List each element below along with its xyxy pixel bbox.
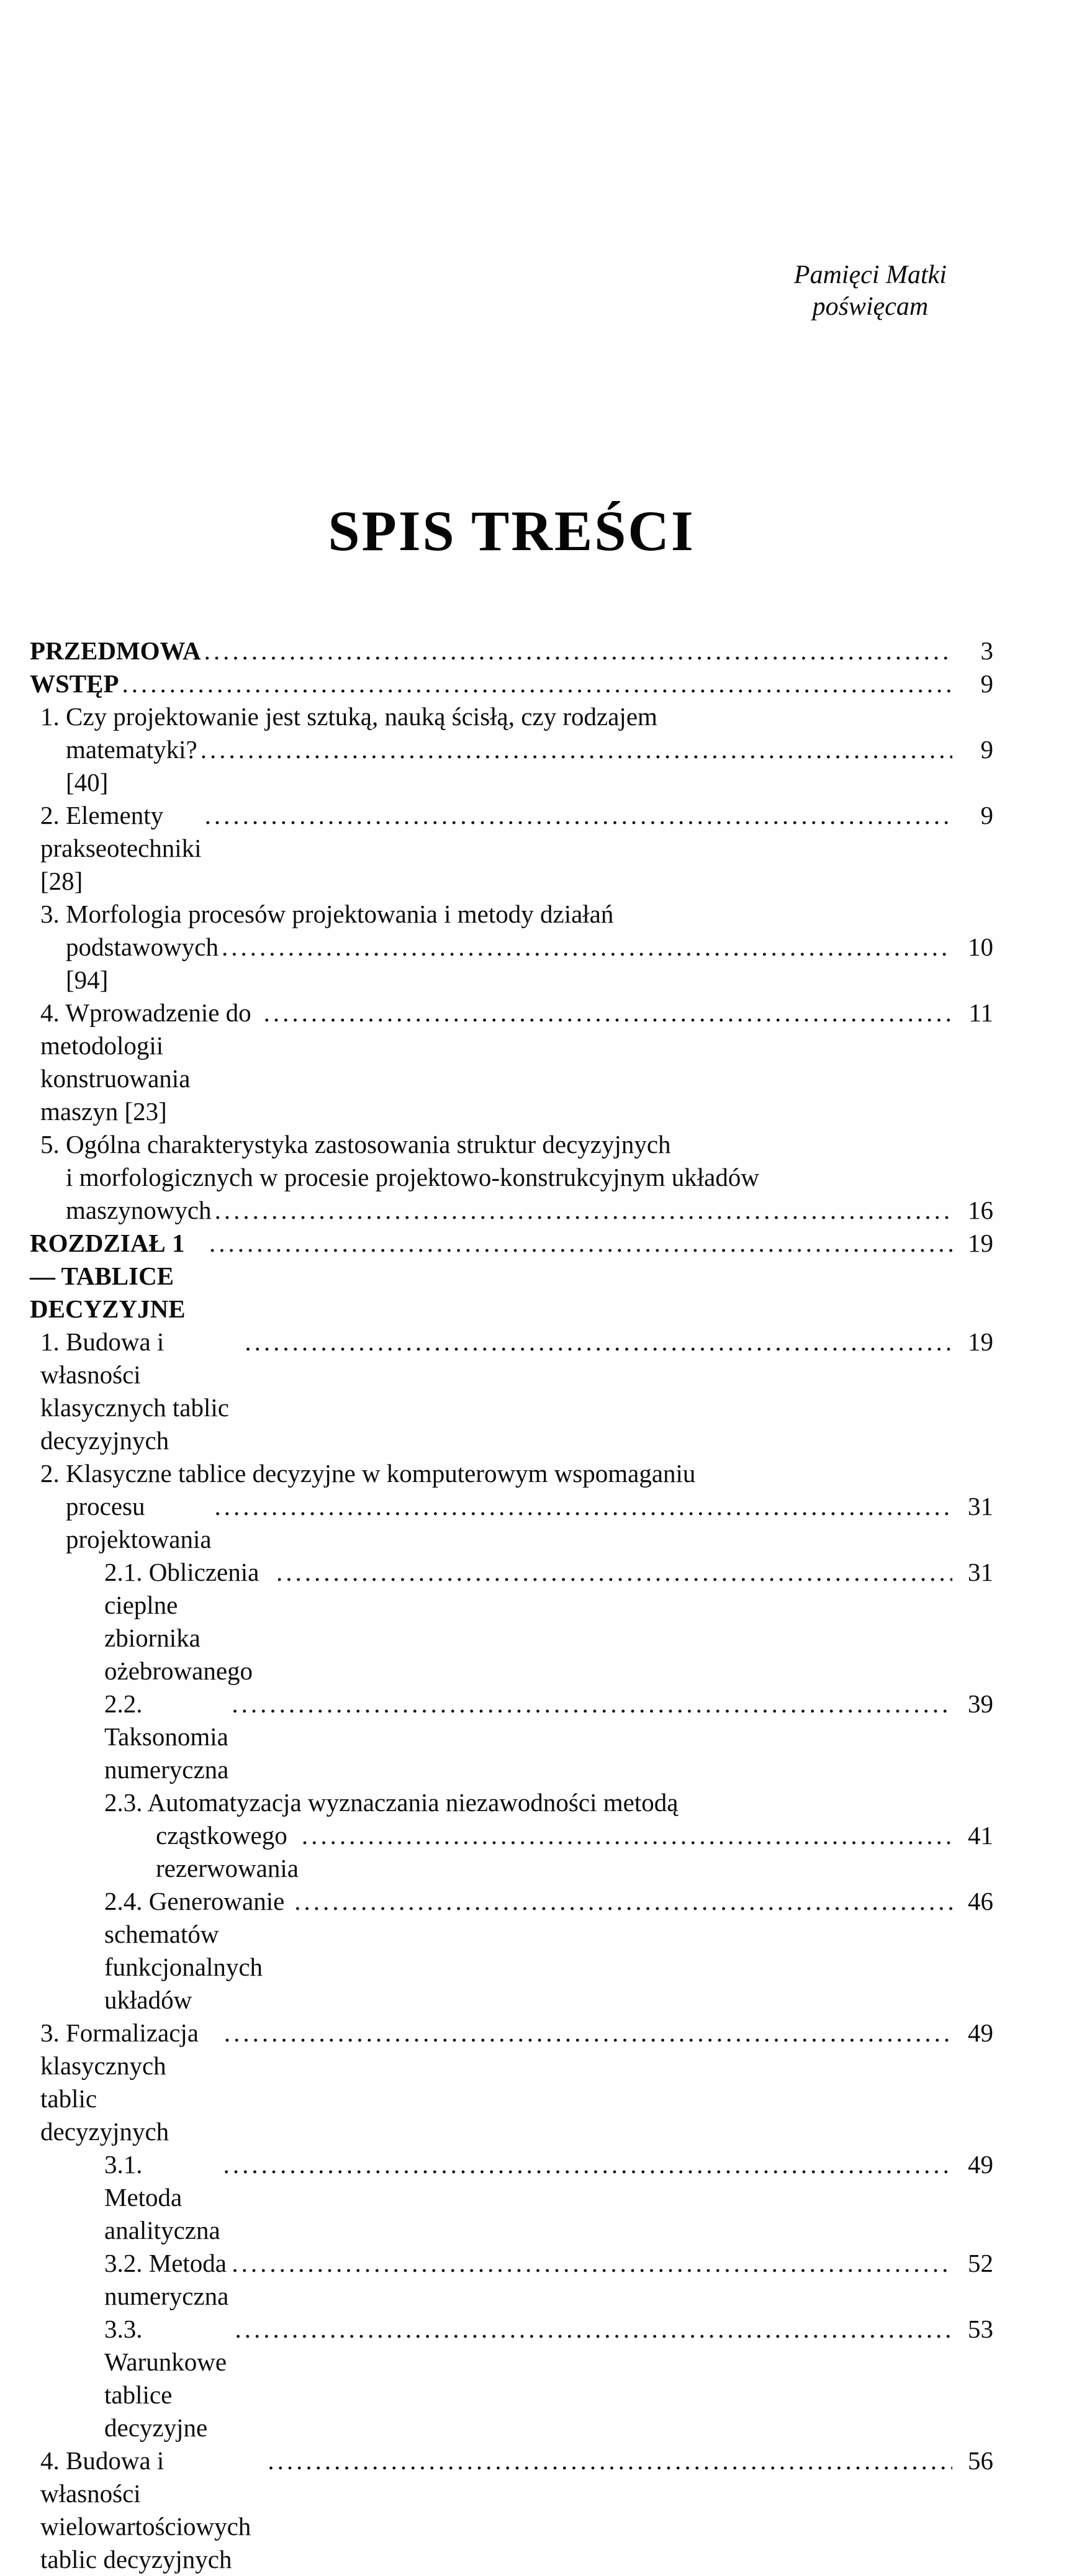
- toc-entry-text: 3.2. Metoda numeryczna: [104, 2249, 233, 2310]
- toc-leader-dots: [215, 1194, 952, 1227]
- toc-entry-line: [30, 2017, 993, 2148]
- toc-entry: [30, 1227, 993, 1326]
- toc-page-number: 49: [968, 2018, 993, 2047]
- toc-entry-text: 2.2. Taksonomia numeryczna: [104, 1689, 235, 1784]
- toc-leader-dots: [204, 635, 952, 667]
- toc-entry: [30, 2148, 993, 2247]
- toc-entry: [30, 1885, 993, 2017]
- toc-entry-text: ROZDZIAŁ 1 — TABLICE DECYZYJNE: [30, 1229, 191, 1323]
- toc-leader-dots: [268, 2444, 952, 2477]
- toc-entry-line: [30, 700, 993, 733]
- toc-entry-text: matematyki? [40]: [66, 735, 204, 797]
- toc-entry-text: podstawowych [94]: [66, 933, 225, 994]
- toc-entry-text: 4. Budowa i własności wielowartościowych tablic decyzyjnych: [40, 2446, 258, 2574]
- toc-page-number: 19: [968, 1327, 993, 1356]
- toc-leader-dots: [302, 1819, 952, 1852]
- toc-entry-text: 2.4. Generowanie schematów funkcjonalnych układów: [104, 1887, 291, 2014]
- page-title: SPIS TREŚCI: [328, 499, 695, 563]
- toc-page-number: 10: [968, 933, 993, 961]
- toc-leader-dots: [223, 2148, 952, 2181]
- toc-entry: [30, 799, 993, 898]
- toc-entry-text: 2.3. Automatyzacja wyznaczania niezawodności metodą: [104, 1788, 679, 1817]
- toc-page-number: 11: [968, 998, 993, 1027]
- toc-entry: [30, 997, 993, 1128]
- toc-entry-text: WSTĘP: [30, 669, 119, 698]
- toc-entry-line: [30, 799, 993, 898]
- toc-entry-line: [30, 1457, 993, 1490]
- toc-page-number: 9: [980, 801, 993, 829]
- toc-entry: [30, 1457, 993, 1556]
- toc-entry: [30, 2444, 993, 2576]
- toc-entry-text: cząstkowego rezerwowania: [156, 1821, 299, 1882]
- toc-entry-line: [30, 1161, 993, 1194]
- toc-entry-line: [30, 997, 993, 1128]
- toc-page-number: 19: [968, 1229, 993, 1257]
- toc-entry-line: [30, 1688, 993, 1786]
- toc-entry-line: [30, 1556, 993, 1688]
- toc-leader-dots: [235, 2313, 952, 2346]
- toc-page-number: 3: [980, 636, 993, 665]
- toc-entry-text: 4. Wprowadzenie do metodologii konstruowania maszyn [23]: [40, 998, 258, 1126]
- toc-leader-dots: [201, 733, 952, 766]
- toc-entry-line: [30, 1819, 993, 1885]
- toc-entry-text: 2. Klasyczne tablice decyzyjne w komputerowym wspomaganiu: [40, 1459, 696, 1488]
- toc-leader-dots: [122, 667, 952, 700]
- toc-entry-line: [30, 2444, 993, 2576]
- toc-entry: [30, 635, 993, 667]
- toc-leader-dots: [224, 2017, 952, 2050]
- toc-entry-line: [30, 635, 993, 667]
- toc-entry: [30, 1786, 993, 1885]
- toc-entry-line: [30, 1128, 993, 1161]
- toc-leader-dots: [276, 1556, 952, 1589]
- toc-page-number: 39: [968, 1689, 993, 1718]
- toc-leader-dots: [215, 1490, 952, 1523]
- toc-entry-text: maszynowych: [66, 1196, 212, 1224]
- toc-entry-line: [30, 667, 993, 700]
- toc-entry: [30, 1688, 993, 1786]
- toc-page-number: 46: [968, 1887, 993, 1915]
- toc-entry: [30, 1128, 993, 1227]
- toc-page-number: 9: [980, 669, 993, 698]
- toc-entry: [30, 2313, 993, 2444]
- toc-leader-dots: [245, 1326, 952, 1358]
- toc-entry-text: 3. Morfologia procesów projektowania i metody działań: [40, 900, 614, 928]
- toc-entry-text: 3.1. Metoda analityczna: [104, 2150, 220, 2244]
- toc-leader-dots: [232, 2247, 952, 2280]
- toc-leader-dots: [264, 997, 952, 1029]
- toc-entry-line: [30, 2148, 993, 2247]
- dedication-line-2: poświęcam: [812, 292, 929, 322]
- toc-entry-line: [30, 2247, 993, 2313]
- toc-entry-text: procesu projektowania: [66, 1492, 212, 1553]
- toc-entry-line: [30, 931, 993, 997]
- toc-entry-line: [30, 1227, 993, 1326]
- toc-page-number: 41: [968, 1821, 993, 1850]
- toc-page-number: 31: [968, 1492, 993, 1521]
- toc-leader-dots: [232, 1688, 952, 1720]
- dedication: [794, 260, 947, 323]
- toc-entry: [30, 1326, 993, 1457]
- toc-entry-line: [30, 2313, 993, 2444]
- toc-list: [30, 635, 993, 2576]
- toc-entry-line: [30, 1194, 993, 1227]
- toc-entry-text: 1. Czy projektowanie jest sztuką, nauką ścisłą, czy rodzajem: [40, 702, 657, 731]
- toc-page-number: 53: [968, 2315, 993, 2343]
- toc-entry-line: [30, 1786, 993, 1819]
- toc-page-number: 49: [968, 2150, 993, 2179]
- toc-page-number: 16: [968, 1196, 993, 1224]
- toc-entry: [30, 2017, 993, 2148]
- toc-entry: [30, 2247, 993, 2313]
- toc-page-number: 56: [968, 2446, 993, 2475]
- toc-entry-text: 3. Formalizacja klasycznych tablic decyzyjnych: [40, 2018, 205, 2146]
- toc-entry-line: [30, 1885, 993, 2017]
- toc-page-number: 31: [968, 1558, 993, 1586]
- toc-leader-dots: [205, 799, 952, 832]
- toc-entry-text: 2. Elementy prakseotechniki [28]: [40, 801, 208, 895]
- toc-entry: [30, 667, 993, 700]
- toc-entry-text: 1. Budowa i własności klasycznych tablic decyzyjnych: [40, 1327, 236, 1455]
- dedication-line-1: Pamięci Matki: [793, 261, 947, 289]
- toc-entry-text: PRZEDMOWA: [30, 636, 201, 665]
- toc-leader-dots: [294, 1885, 952, 1918]
- toc-entry-text: 3.3. Warunkowe tablice decyzyjne: [104, 2315, 233, 2442]
- toc-entry-line: [30, 1490, 993, 1556]
- toc-entry-text: i morfologicznych w procesie projektowo-konstrukcyjnym układów: [66, 1163, 759, 1191]
- toc-page-number: 52: [968, 2249, 993, 2277]
- toc-leader-dots: [222, 931, 952, 964]
- toc-entry-line: [30, 733, 993, 799]
- toc-page-number: 9: [980, 735, 993, 764]
- toc-entry: [30, 1556, 993, 1688]
- toc-leader-dots: [209, 1227, 952, 1260]
- toc-entry-text: 2.1. Obliczenia cieplne zbiornika ożebrowanego: [104, 1558, 266, 1685]
- toc-entry-line: [30, 898, 993, 931]
- toc-entry: [30, 898, 993, 997]
- toc-entry: [30, 700, 993, 799]
- toc-entry-text: 5. Ogólna charakterystyka zastosowania struktur decyzyjnych: [40, 1130, 671, 1159]
- toc-entry-line: [30, 1326, 993, 1457]
